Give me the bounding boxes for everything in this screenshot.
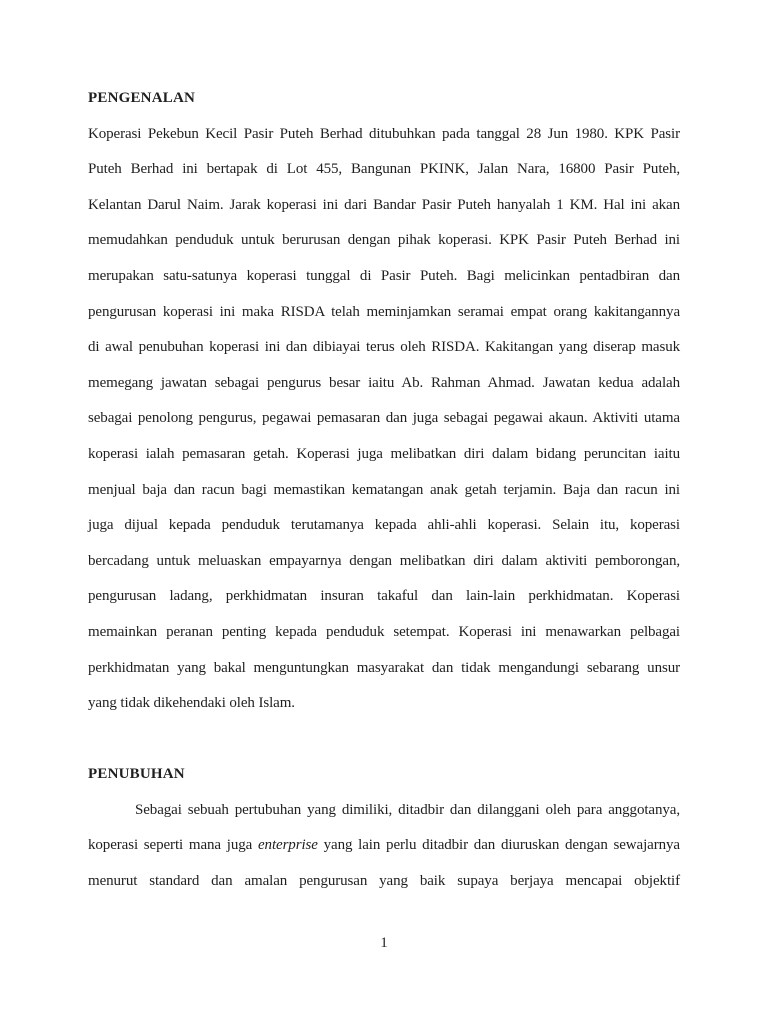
text-line: pengurusan ladang, perkhidmatan insuran takaful dan lain-lain perkhidmatan. Koperasi bbox=[88, 588, 680, 605]
text-line: pengurusan koperasi ini maka RISDA telah meminjamkan seramai empat orang kakitangannya bbox=[88, 303, 680, 320]
text-line: koperasi ialah pemasaran getah. Koperasi juga melibatkan diri dalam bidang peruncitan iaitu bbox=[88, 445, 680, 462]
text-line: bercadang untuk meluaskan empayarnya dengan melibatkan diri dalam aktiviti pemborongan, bbox=[88, 552, 680, 569]
text-line: menjual baja dan racun bagi memastikan kematangan anak getah terjamin. Baja dan racun ini bbox=[88, 481, 680, 498]
text-line: di awal penubuhan koperasi ini dan dibiayai terus oleh RISDA. Kakitangan yang diserap masuk bbox=[88, 339, 680, 356]
section-heading: PENUBUHAN bbox=[88, 766, 185, 783]
document-section bbox=[88, 757, 680, 899]
text-line: memudahkan penduduk untuk berurusan dengan pihak koperasi. KPK Pasir Puteh Berhad ini bbox=[88, 232, 680, 249]
text-line: Puteh Berhad ini bertapak di Lot 455, Bangunan PKINK, Jalan Nara, 16800 Pasir Puteh, bbox=[88, 161, 680, 178]
text-line: memegang jawatan sebagai pengurus besar iaitu Ab. Rahman Ahmad. Jawatan kedua adalah bbox=[88, 374, 680, 391]
text-line: perkhidmatan yang bakal menguntungkan masyarakat dan tidak mengandungi sebarang unsur bbox=[88, 659, 680, 676]
text-line: Sebagai sebuah pertubuhan yang dimiliki, ditadbir dan dilanggani oleh para anggotanya, bbox=[135, 801, 680, 818]
document-section bbox=[88, 81, 680, 722]
text-line: juga dijual kepada penduduk terutamanya kepada ahli-ahli koperasi. Selain itu, koperasi bbox=[88, 517, 680, 534]
document-body bbox=[88, 81, 680, 900]
section-heading: PENGENALAN bbox=[88, 90, 196, 106]
text-line: memainkan peranan penting kepada penduduk setempat. Koperasi ini menawarkan pelbagai bbox=[88, 623, 680, 640]
text-line: sebagai penolong pengurus, pegawai pemasaran dan juga sebagai pegawai akaun. Aktiviti utama bbox=[88, 410, 680, 427]
text-line: koperasi seperti mana juga enterprise yang lain perlu ditadbir dan diuruskan dengan sewajarnya bbox=[88, 837, 680, 854]
text-line: menurut standard dan amalan pengurusan yang baik supaya berjaya mencapai objektif bbox=[88, 873, 680, 890]
text-line: Kelantan Darul Naim. Jarak koperasi ini dari Bandar Pasir Puteh hanyalah 1 KM. Hal ini akan bbox=[88, 196, 680, 213]
text-line: yang tidak dikehendaki oleh Islam. bbox=[88, 695, 295, 712]
text-line: Koperasi Pekebun Kecil Pasir Puteh Berhad ditubuhkan pada tanggal 28 Jun 1980. KPK Pasir bbox=[88, 125, 680, 142]
text-line: merupakan satu-satunya koperasi tunggal di Pasir Puteh. Bagi melicinkan pentadbiran dan bbox=[88, 267, 680, 284]
page-number: 1 bbox=[380, 935, 388, 951]
